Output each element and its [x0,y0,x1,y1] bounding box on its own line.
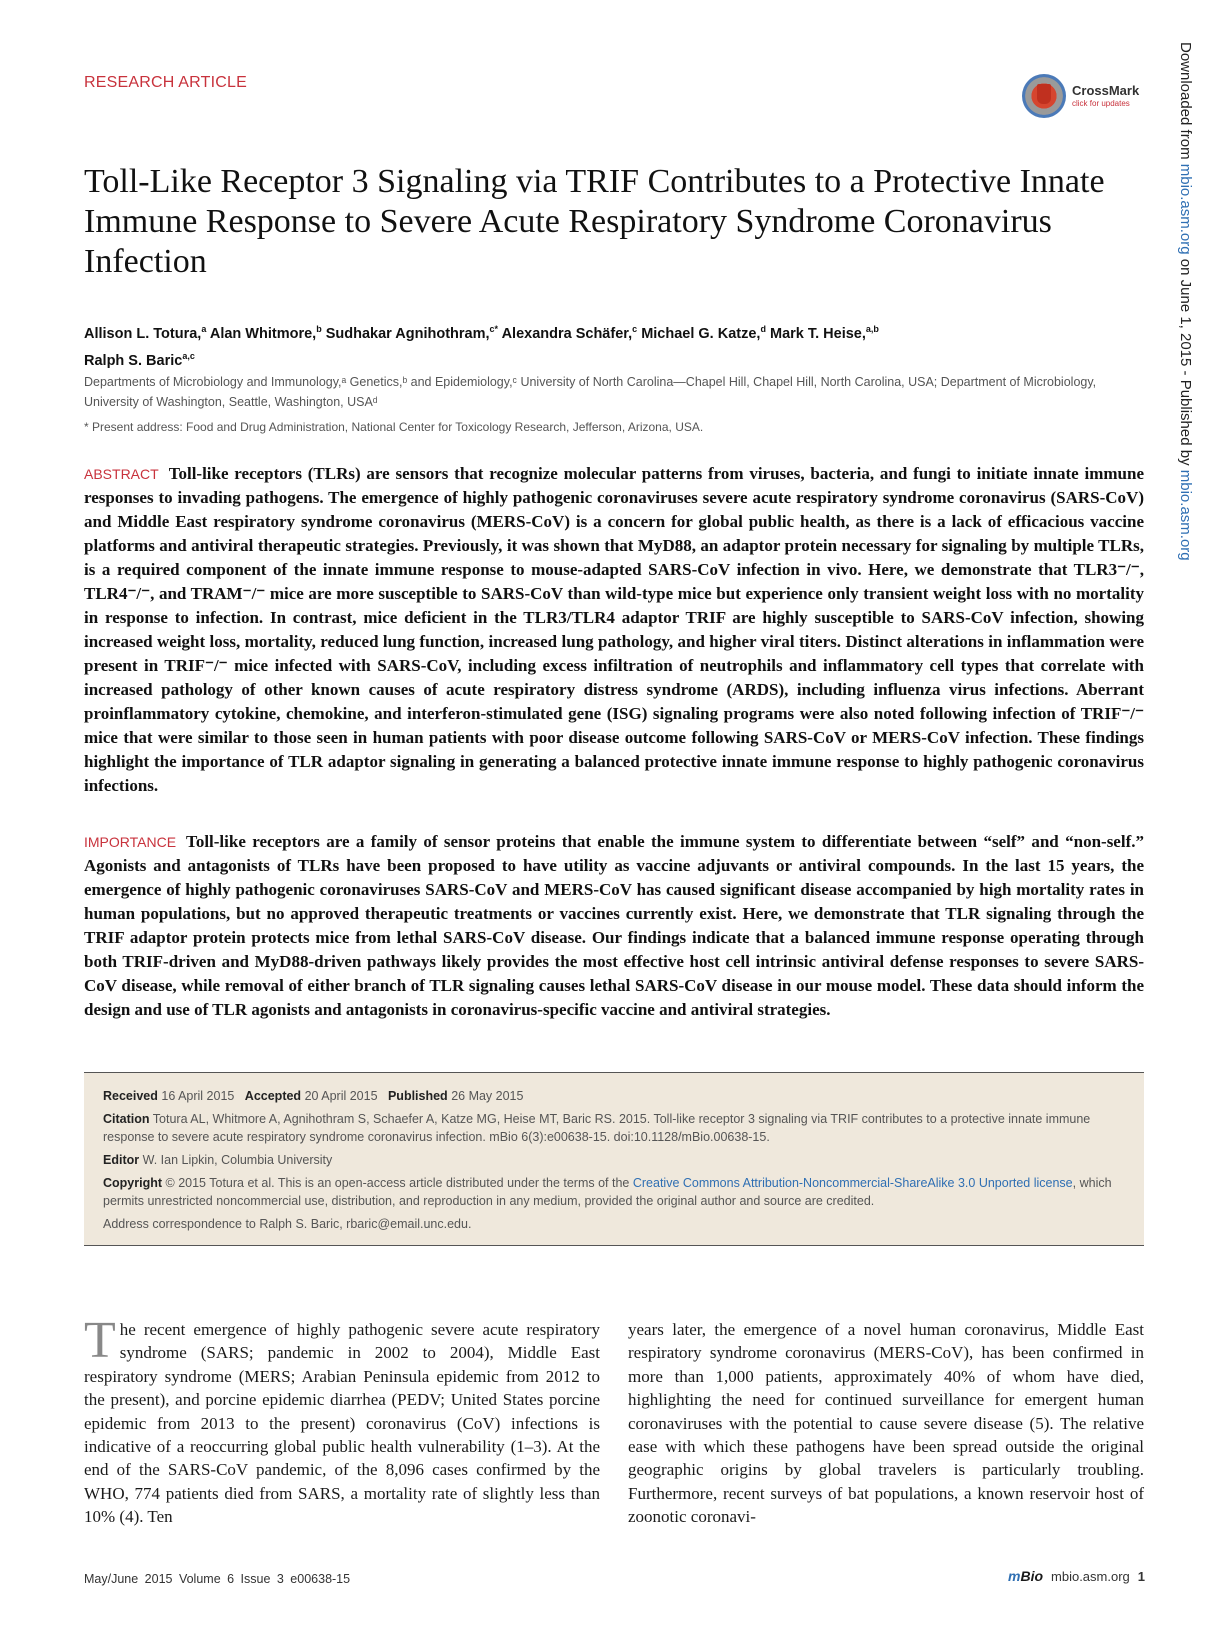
author-affil-mark: c* [489,324,499,334]
article-info-box [84,1072,1144,1246]
citation-label: Citation [103,1112,150,1126]
correspondence-row: Address correspondence to Ralph S. Baric, rbaric@email.unc.edu. [103,1217,472,1231]
author-affil-mark: b [316,324,322,334]
importance-label: IMPORTANCE [84,834,177,850]
author-affil-mark: d [760,324,766,334]
crossmark-subtitle: click for updates [1072,99,1130,108]
author-list [84,318,1144,372]
body-column-right: years later, the emergence of a novel human coronavirus, Middle East respiratory syndrome coronavirus (MERS-CoV), has been confirmed in more than 1,000 patients, approximately 40% of whom have died, highlighting the need for continued surveillance for emergent human coronaviruses with the potential to cause severe disease (5). The relative ease with which these pathogens have been spread outside the original geographic origins by global travelers is particularly troubling. Furthermore, recent surveys of bat populations, a known reservoir host of zoonotic coronavi- [628,1320,1144,1527]
download-watermark [1166,42,1194,662]
page-number: 1 [1137,1568,1145,1584]
article-title: Toll-Like Receptor 3 Signaling via TRIF Contributes to a Protective Innate Immune Response to Severe Acute Respiratory Syndrome Coronavirus Infection [84,163,1105,280]
author: Allison L. Totura, [84,325,202,342]
section-label: RESEARCH ARTICLE [84,74,247,91]
citation-row [103,1110,1126,1146]
license-link[interactable]: Creative Commons Attribution-Noncommercial-ShareAlike 3.0 Unported license [632,1176,1073,1190]
mbio-logo-m: m [1008,1568,1021,1584]
editor-row [103,1151,1126,1169]
editor-label: Editor [103,1153,140,1167]
author-affil-mark: a [201,324,207,334]
editor-text: W. Ian Lipkin, Columbia University [142,1153,333,1167]
download-prefix: Downloaded from [1177,42,1194,164]
present-address: * Present address: Food and Drug Administration, National Center for Toxicology Research, Jefferson, Arizona, USA. [84,420,704,434]
copyright-text-end: , which permits unrestricted noncommercial use, distribution, and reproduction in any medium, provided the original author and source are credited. [103,1176,1112,1208]
received-date: 16 April 2015 [161,1089,235,1103]
copyright-label: Copyright [103,1176,163,1190]
drop-cap: T [84,1312,116,1369]
footer-journal [990,1568,1145,1584]
author: Michael G. Katze, [641,325,761,342]
author: Alexandra Schäfer, [501,325,633,342]
author-affil-mark: c [632,324,638,334]
copyright-row [103,1174,1126,1210]
affiliations: Departments of Microbiology and Immunology,ᵃ Genetics,ᵇ and Epidemiology,ᶜ University of North Carolina—Chapel Hill, Chapel Hill, North Carolina, USA; Department of Microbiology, University of Washington, Seattle, Washington, USAᵈ [84,375,1097,409]
download-middle: on June 1, 2015 - Published by [1177,254,1194,470]
importance-text: Toll-like receptors are a family of sensor proteins that enable the immune system to differentiate between “self” and “non-self.” Agonists and antagonists of TLRs have been proposed to have utility as vaccine adjuvants or antiviral compounds. In the last 15 years, the emergence of highly pathogenic coronaviruses SARS-CoV and MERS-CoV has caused significant disease accompanied by high mortality rates in human populations, but no approved therapeutic treatments or vaccines currently exist. Here, we demonstrate that TLR signaling through the TRIF adaptor protein protects mice from lethal SARS-CoV disease. Our findings indicate that a balanced immune response operating through both TRIF-driven and MyD88-driven pathways likely provides the most effective host cell intrinsic antiviral defense responses to severe SARS-CoV disease, while removal of either branch of TLR signaling causes lethal SARS-CoV disease in our mouse model. These data should inform the design and use of TLR agonists and antagonists in coronavirus-specific vaccine and antiviral strategies. [84,832,1144,1019]
published-label: Published [387,1089,448,1103]
download-link-2[interactable]: mbio.asm.org [1177,469,1194,561]
mbio-logo-rest: Bio [1020,1568,1044,1584]
body-column-left [84,1312,600,1529]
crossmark-icon [1022,74,1066,118]
abstract-text: Toll-like receptors (TLRs) are sensors that recognize molecular patterns from viruses, bacteria, and fungi to initiate innate immune responses to invading pathogens. The emergence of highly pathogenic coronaviruses severe acute respiratory syndrome coronavirus (SARS-CoV) and Middle East respiratory syndrome coronavirus (MERS-CoV) is a concern for global public health, as there is a lack of efficacious vaccine platforms and antiviral therapeutic strategies. Previously, it was shown that MyD88, an adaptor protein necessary for signaling by multiple TLRs, is a required component of the innate immune response to mouse-adapted SARS-CoV infection in vivo. Here, we demonstrate that TLR3⁻/⁻, TLR4⁻/⁻, and TRAM⁻/⁻ mice are more susceptible to SARS-CoV than wild-type mice but experience only transient weight loss with no mortality in response to infection. In contrast, mice deficient in the TLR3/TLR4 adaptor TRIF are highly susceptible to SARS-CoV infection, showing increased weight loss, mortality, reduced lung function, increased lung pathology, and higher viral titers. Distinct alterations in inflammation were present in TRIF⁻/⁻ mice infected with SARS-CoV, including excess infiltration of neutrophils and inflammatory cell types that correlate with increased pathology of other known causes of acute respiratory distress syndrome (ARDS), including influenza virus infections. Aberrant proinflammatory cytokine, chemokine, and interferon-stimulated gene (ISG) signaling programs were also noted following infection of TRIF⁻/⁻ mice that were similar to those seen in human patients with poor disease outcome following SARS-CoV or MERS-CoV infection. These findings highlight the importance of TLR adaptor signaling in generating a balanced protective innate immune response to highly pathogenic coronavirus infections. [84,464,1144,795]
body-text-left: he recent emergence of highly pathogenic severe acute respiratory syndrome (SARS; pandemic in 2002 to 2004), Middle East respiratory syndrome (MERS; Arabian Peninsula epidemic from 2012 to the present), and porcine epidemic diarrhea (PEDV; United States porcine epidemic from 2013 to the present) coronavirus (CoV) infections is indicative of a reoccurring global public health vulnerability (1–3). At the end of the SARS-CoV pandemic, of the 8,096 cases confirmed by the WHO, 774 patients died from SARS, a mortality rate of slightly less than 10% (4). Ten [84,1320,600,1527]
author: Sudhakar Agnihothram, [325,325,490,342]
received-label: Received [103,1089,158,1103]
author: Alan Whitmore, [209,325,317,342]
copyright-text: © 2015 Totura et al. This is an open-access article distributed under the terms of the [165,1176,633,1190]
author: Ralph S. Baric [84,352,183,369]
crossmark-title: CrossMark [1072,83,1140,98]
abstract-label: ABSTRACT [84,466,159,482]
published-date: 26 May 2015 [451,1089,524,1103]
citation-text: Totura AL, Whitmore A, Agnihothram S, Schaefer A, Katze MG, Heise MT, Baric RS. 2015. Toll-like receptor 3 signaling via TRIF contributes to a protective innate immune response to severe acute respiratory syndrome coronavirus infection. mBio 6(3):e00638-15. doi:10.1128/mBio.00638-15. [103,1112,1091,1144]
footer-issue: May/June 2015 Volume 6 Issue 3 e00638-15 [84,1572,351,1586]
footer-site[interactable]: mbio.asm.org [1051,1568,1130,1584]
author-affil-mark: a,b [865,324,879,334]
crossmark-badge[interactable] [1022,72,1147,120]
download-link-1[interactable]: mbio.asm.org [1177,163,1194,255]
dates-row [103,1087,1126,1105]
accepted-label: Accepted [244,1089,302,1103]
author-affil-mark: a,c [182,350,195,361]
mbio-logo [1008,1568,1043,1584]
importance [84,830,1144,1022]
abstract [84,462,1144,798]
accepted-date: 20 April 2015 [304,1089,378,1103]
author: Mark T. Heise, [769,325,866,342]
